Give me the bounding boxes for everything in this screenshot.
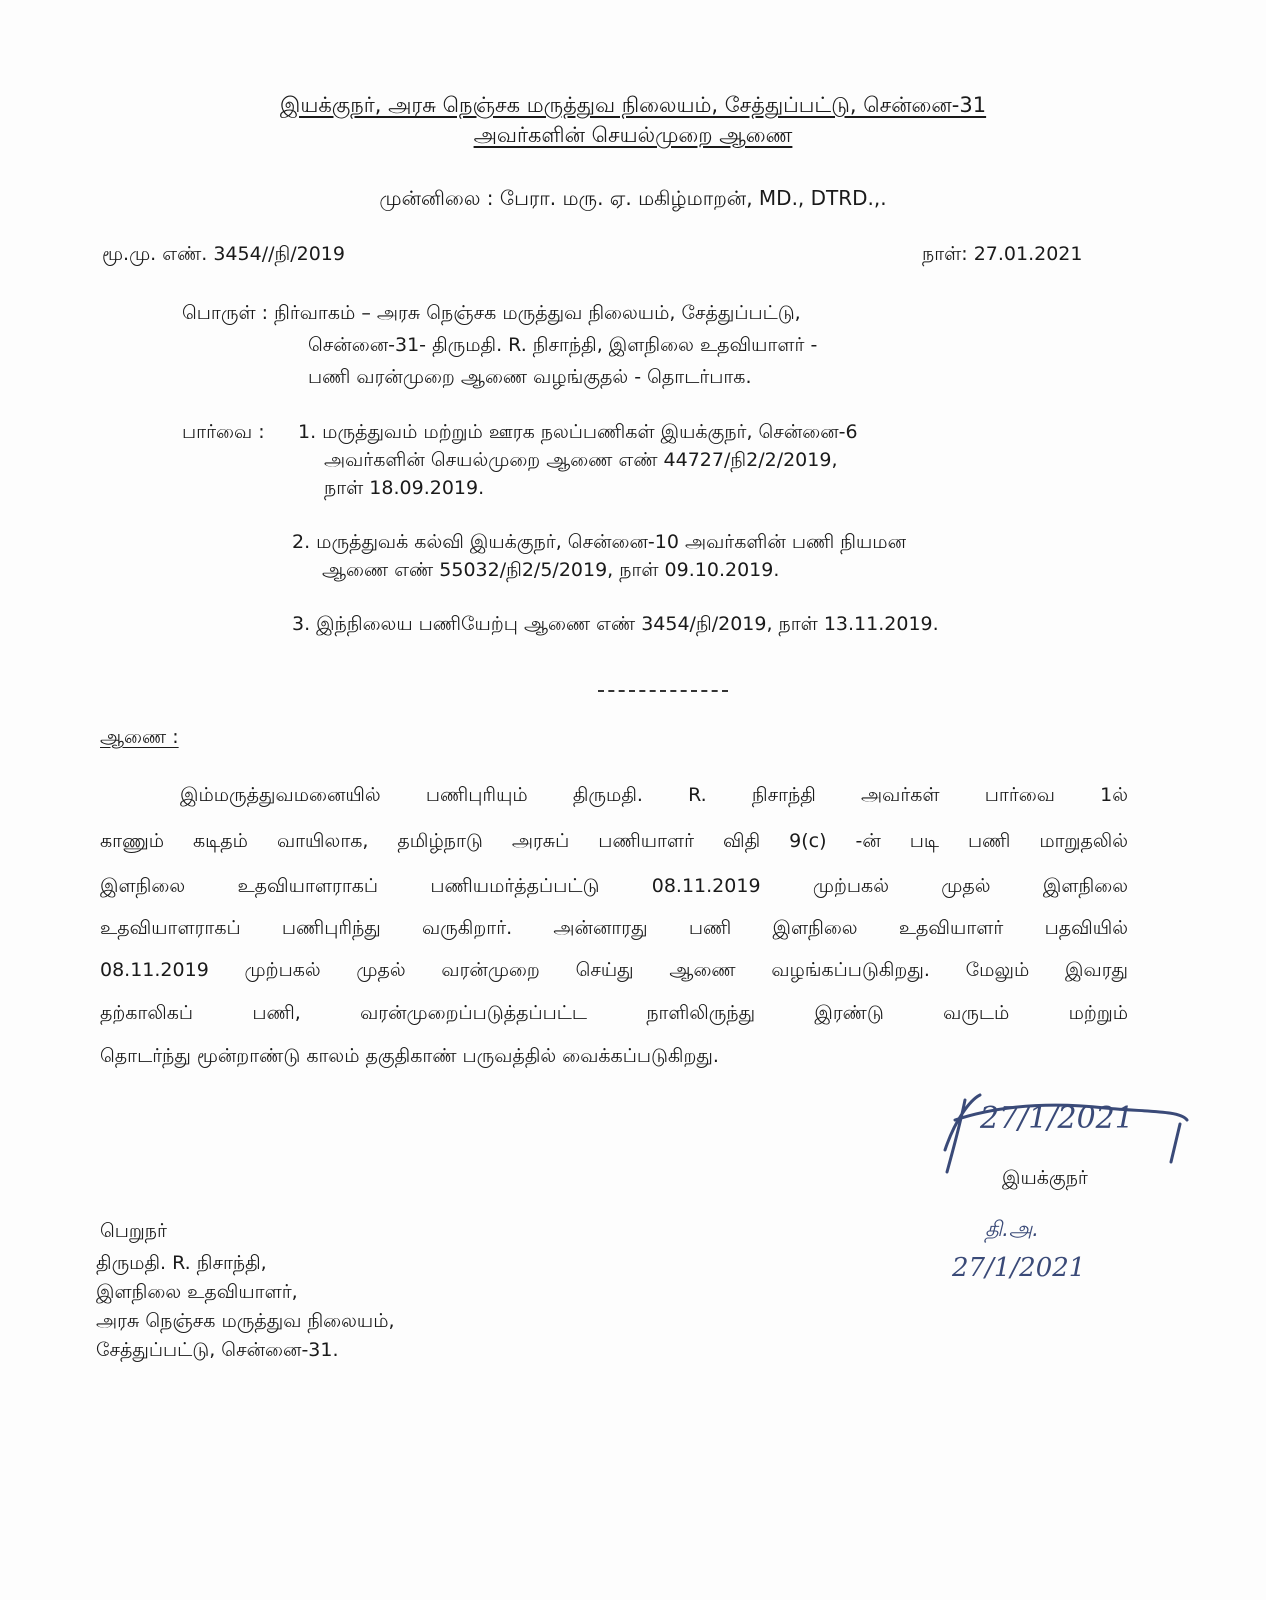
- signature-designation: இயக்குநர்: [1002, 1167, 1088, 1189]
- reference-1-line-1: 1. மருத்துவம் மற்றும் ஊரக நலப்பணிகள் இயக்குநர், சென்னை-6: [298, 421, 858, 443]
- reference-2-line-1: 2. மருத்துவக் கல்வி இயக்குநர், சென்னை-10 அவர்களின் பணி நியமன: [292, 531, 907, 553]
- signature-handwritten-date: 27/1/2021: [980, 1101, 1134, 1136]
- recipient-line-1: திருமதி. R. நிசாந்தி,: [96, 1252, 267, 1274]
- order-body-line: 08.11.2019 முற்பகல் முதல் வரன்முறை செய்து ஆணை வழங்கப்படுகிறது. மேலும் இவரது: [100, 959, 1128, 981]
- subject-line-2: சென்னை-31- திருமதி. R. நிசாந்தி, இளநிலை உதவியாளர் -: [308, 334, 818, 356]
- recipient-label: பெறுநர்: [100, 1220, 167, 1242]
- reference-3-line-1: 3. இந்நிலைய பணியேற்பு ஆணை எண் 3454/நி/2019, நாள் 13.11.2019.: [292, 613, 939, 635]
- order-date: நாள்: 27.01.2021: [922, 243, 1083, 265]
- order-heading: ஆணை :: [100, 726, 179, 748]
- order-body-line: இம்மருத்துவமனையில் பணிபுரியும் திருமதி. R. நிசாந்தி அவர்கள் பார்வை 1ல்: [180, 784, 1128, 806]
- subject-line-3: பணி வரன்முறை ஆணை வழங்குதல் - தொடர்பாக.: [308, 366, 752, 388]
- initials-mark: தி.அ.: [985, 1217, 1039, 1241]
- separator-line: [598, 690, 728, 692]
- recipient-line-3: அரசு நெஞ்சக மருத்துவ நிலையம்,: [96, 1310, 395, 1332]
- reference-1-line-3: நாள் 18.09.2019.: [324, 477, 485, 499]
- order-body-line: காணும் கடிதம் வாயிலாக, தமிழ்நாடு அரசுப் பணியாளர் விதி 9(c) -ன் படி பணி மாறுதலில்: [100, 830, 1128, 852]
- reference-1-line-2: அவர்களின் செயல்முறை ஆணை எண் 44727/நி2/2/2019,: [324, 449, 838, 471]
- recipient-line-4: சேத்துப்பட்டு, சென்னை-31.: [96, 1339, 339, 1361]
- order-body-line: தொடர்ந்து மூன்றாண்டு காலம் தகுதிகாண் பருவத்தில் வைக்கப்படுகிறது.: [100, 1045, 719, 1067]
- order-body-line: தற்காலிகப் பணி, வரன்முறைப்படுத்தப்பட்ட நாளிலிருந்து இரண்டு வருடம் மற்றும்: [100, 1002, 1128, 1024]
- reference-2-line-2: ஆணை எண் 55032/நி2/5/2019, நாள் 09.10.2019.: [322, 559, 780, 581]
- reference-number: மூ.மு. எண். 3454//நி/2019: [102, 243, 345, 265]
- order-body-line: உதவியாளராகப் பணிபுரிந்து வருகிறார். அன்னாரது பணி இளநிலை உதவியாளர் பதவியில்: [100, 917, 1128, 939]
- subject-line-1: பொருள் : நிர்வாகம் – அரசு நெஞ்சக மருத்துவ நிலையம், சேத்துப்பட்டு,: [182, 302, 801, 324]
- presence-line: முன்னிலை : பேரா. மரு. ஏ. மகிழ்மாறன், MD., DTRD.,.: [379, 186, 887, 210]
- title-line-1: இயக்குநர், அரசு நெஞ்சக மருத்துவ நிலையம், சேத்துப்பட்டு, சென்னை-31: [279, 93, 987, 117]
- title-line-2: அவர்களின் செயல்முறை ஆணை: [473, 123, 793, 147]
- initials-date: 27/1/2021: [952, 1253, 1086, 1283]
- order-body-line: இளநிலை உதவியாளராகப் பணியமர்த்தப்பட்டு 08.11.2019 முற்பகல் முதல் இளநிலை: [100, 875, 1128, 897]
- recipient-line-2: இளநிலை உதவியாளர்,: [96, 1281, 298, 1303]
- references-label: பார்வை :: [182, 421, 265, 443]
